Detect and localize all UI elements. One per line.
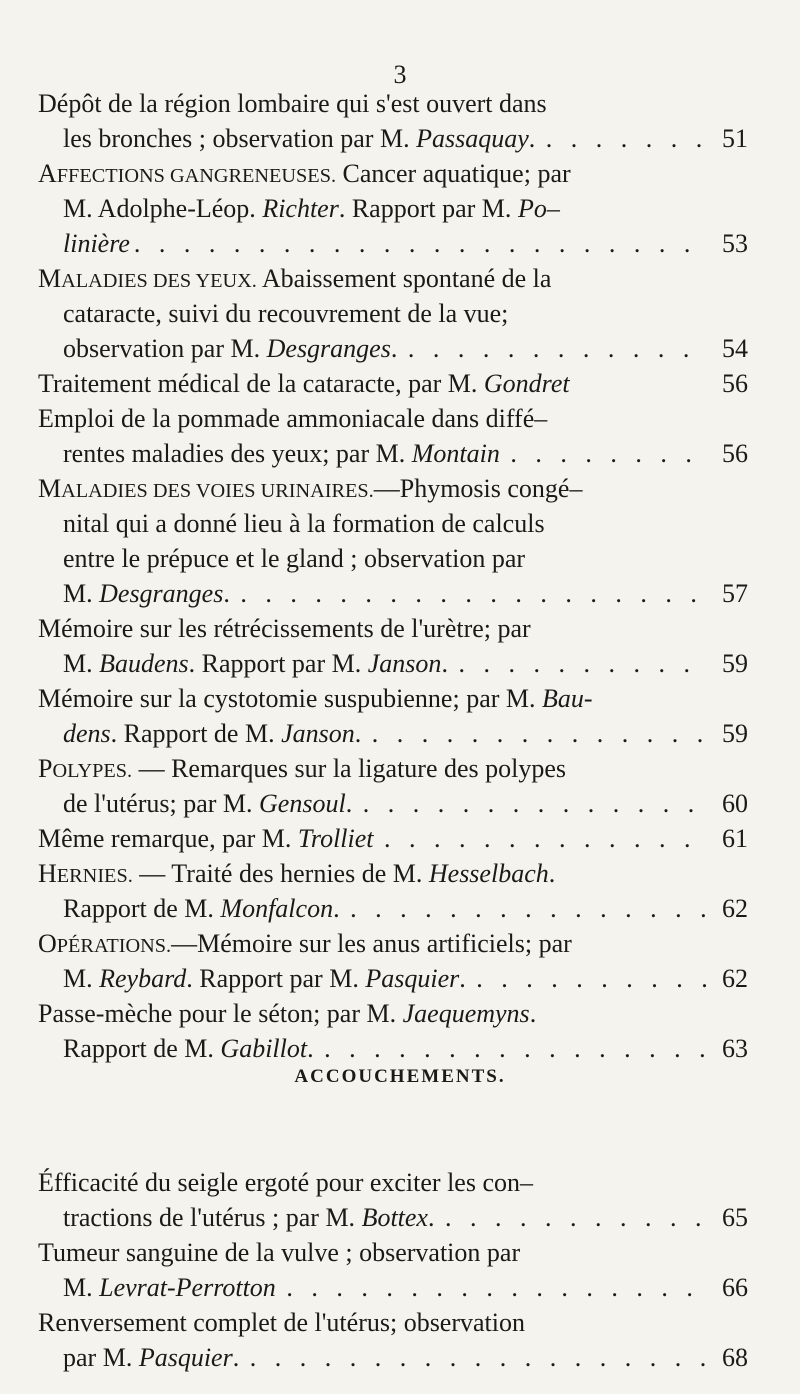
entry-text: .	[232, 1343, 246, 1372]
toc-line	[38, 261, 748, 296]
category-heading: MALADIES DES YEUX.	[38, 264, 257, 293]
entry-text: .	[427, 1203, 441, 1232]
author-name: linière	[63, 229, 130, 258]
author-name: Gondret	[483, 369, 570, 398]
entry-text: —Phymosis congé–	[373, 474, 583, 503]
entry-text: Traitement médical de la cataracte, par M.	[38, 369, 484, 398]
toc-entry	[38, 471, 748, 611]
section-heading: ACCOUCHEMENTS.	[294, 1066, 506, 1087]
author-name: Hesselbach	[428, 859, 549, 888]
entry-text: .	[307, 1034, 321, 1063]
author-name: Jaequemyns	[402, 999, 530, 1028]
category-heading: AFFECTIONS GANGRENEUSES.	[38, 159, 337, 188]
entry-text: rentes maladies des yeux; par M.	[63, 439, 412, 468]
entry-text: . Rapport par M.	[338, 194, 518, 223]
author-name: Baudens	[99, 649, 189, 678]
dot-leader	[240, 576, 708, 611]
dot-leader	[372, 716, 708, 751]
toc-entry	[38, 926, 748, 996]
toc-entry	[38, 1165, 748, 1235]
dot-leader	[350, 891, 708, 926]
entry-text: observation par M.	[63, 334, 267, 363]
entry-text: .	[223, 579, 237, 608]
toc-line	[38, 1340, 748, 1375]
entry-page-number: 60	[722, 789, 748, 818]
entry-page-number: 56	[722, 439, 748, 468]
entry-page-number: 59	[722, 649, 748, 678]
dot-leader	[134, 226, 708, 261]
author-name: Monfalcon	[220, 894, 334, 923]
author-name: Janson	[367, 649, 442, 678]
entry-page-number: 53	[722, 229, 748, 258]
toc-line	[38, 471, 748, 506]
entry-text: —Mémoire sur les anus artificiels; par	[171, 929, 572, 958]
entry-text: Rapport de M.	[63, 894, 221, 923]
author-name: Richter	[262, 194, 339, 223]
toc-entry	[38, 401, 748, 471]
toc-line	[38, 1031, 748, 1066]
dot-leader	[445, 1200, 708, 1235]
entry-text: Emploi de la pommade ammoniacale dans diffé–	[38, 404, 548, 433]
author-name: dens	[63, 719, 111, 748]
dot-leader	[510, 436, 708, 471]
entry-text: .	[390, 334, 404, 363]
toc-line	[38, 1235, 748, 1270]
dot-leader	[458, 646, 708, 681]
entry-text: Même remarque, par M.	[38, 824, 298, 853]
toc-line	[38, 401, 748, 436]
entry-text: Passe-mèche pour le séton; par M.	[38, 999, 403, 1028]
toc-entries-main	[38, 86, 748, 1066]
author-name: Desgranges	[99, 579, 224, 608]
toc-line	[38, 996, 748, 1031]
toc-entry	[38, 751, 748, 821]
toc-line	[38, 1165, 748, 1200]
entry-text: M.	[63, 964, 100, 993]
toc-line	[38, 751, 748, 786]
author-name: Bottex	[361, 1203, 428, 1232]
entry-text: Tumeur sanguine de la vulve ; observation par	[38, 1238, 521, 1267]
category-heading: HERNIES.	[38, 859, 133, 888]
toc-line	[38, 681, 748, 716]
entry-page-number: 59	[722, 719, 748, 748]
author-name: Trolliet	[297, 824, 374, 853]
entry-text: entre le prépuce et le gland ; observation par	[63, 544, 526, 573]
category-heading: OPÉRATIONS.	[38, 929, 172, 958]
toc-line	[38, 926, 748, 961]
toc-line	[38, 646, 748, 681]
toc-line	[38, 191, 748, 226]
dot-leader	[286, 1270, 708, 1305]
toc-line	[38, 1270, 748, 1305]
dot-leader	[250, 1340, 708, 1375]
entry-text: Abaissement spontané de la	[256, 264, 552, 293]
entry-text: .	[529, 999, 537, 1028]
toc-line	[38, 296, 748, 331]
toc-entry	[38, 611, 748, 681]
entry-page-number: 56	[722, 369, 748, 398]
entry-text: M.	[63, 579, 100, 608]
entry-text: Dépôt de la région lombaire qui s'est ouvert dans	[38, 89, 547, 118]
toc-line	[38, 786, 748, 821]
toc-entry	[38, 856, 748, 926]
toc-line	[38, 1305, 748, 1340]
dot-leader	[476, 961, 708, 996]
entry-text: — Remarques sur la ligature des polypes	[132, 754, 567, 783]
entry-page-number: 62	[722, 894, 748, 923]
entry-text: .	[528, 124, 542, 153]
entry-text: Cancer aquatique; par	[336, 159, 571, 188]
entry-text: les bronches ; observation par M.	[63, 124, 417, 153]
entry-text: par M.	[63, 1343, 139, 1372]
toc-entry	[38, 1235, 748, 1305]
entry-page-number: 62	[722, 964, 748, 993]
category-heading: MALADIES DES VOIES URINAIRES.	[38, 474, 374, 503]
dot-leader	[324, 1031, 708, 1066]
entry-text: .	[354, 719, 368, 748]
entry-text	[500, 436, 507, 471]
entry-text: M.	[63, 649, 100, 678]
author-name: Pasquier	[365, 964, 460, 993]
author-name: Desgranges	[266, 334, 391, 363]
entry-text: M. Adolphe-Léop.	[63, 194, 263, 223]
category-heading: POLYPES.	[38, 754, 133, 783]
toc-line	[38, 436, 748, 471]
entry-text: .	[459, 964, 473, 993]
entry-page-number: 61	[722, 824, 748, 853]
toc-line	[38, 576, 748, 611]
entry-text: M.	[63, 1273, 100, 1302]
toc-entry	[38, 261, 748, 366]
toc-entry	[38, 86, 748, 156]
entry-page-number: 68	[722, 1343, 748, 1372]
author-name: Pasquier	[138, 1343, 233, 1372]
entry-text: . Rapport de M.	[110, 719, 282, 748]
entry-text	[374, 821, 381, 856]
toc-entry	[38, 1305, 748, 1375]
toc-line	[38, 121, 748, 156]
toc-entry	[38, 821, 748, 856]
dot-leader	[408, 331, 708, 366]
entry-text: .	[441, 649, 455, 678]
author-name: Gabillot	[220, 1034, 308, 1063]
entry-text: Renversement complet de l'utérus; observation	[38, 1308, 525, 1337]
entry-page-number: 51	[722, 124, 748, 153]
entry-text: de l'utérus; par M.	[63, 789, 260, 818]
author-name: Bau-	[542, 684, 593, 713]
toc-line	[38, 716, 748, 751]
entry-text: Mémoire sur les rétrécissements de l'urètre; par	[38, 614, 531, 643]
toc-line	[38, 611, 748, 646]
toc-line	[38, 1200, 748, 1235]
entry-text: Rapport de M.	[63, 1034, 221, 1063]
entry-page-number: 66	[722, 1273, 748, 1302]
toc-line	[38, 366, 748, 401]
toc-line	[38, 331, 748, 366]
dot-leader	[363, 786, 708, 821]
entry-text: . Rapport par M.	[188, 649, 368, 678]
author-name: Levrat-Perrotton	[99, 1273, 276, 1302]
toc-entry	[38, 681, 748, 751]
toc-line	[38, 961, 748, 996]
author-name: Passaquay	[416, 124, 529, 153]
entry-text: nital qui a donné lieu à la formation de calculs	[63, 509, 545, 538]
entry-text: cataracte, suivi du recouvrement de la vue;	[63, 299, 509, 328]
entry-text: Éfficacité du seigle ergoté pour exciter les con–	[38, 1168, 534, 1197]
entry-text: .	[333, 894, 347, 923]
entry-page-number: 54	[722, 334, 748, 363]
author-name: Po–	[517, 194, 560, 223]
entry-text	[276, 1270, 283, 1305]
entry-text: — Traité des hernies de M.	[132, 859, 429, 888]
toc-line	[38, 86, 748, 121]
entry-page-number: 63	[722, 1034, 748, 1063]
entry-page-number: 65	[722, 1203, 748, 1232]
toc-line	[38, 891, 748, 926]
author-name: Reybard	[99, 964, 187, 993]
entry-text: .	[548, 859, 556, 888]
toc-line	[38, 226, 748, 261]
entry-text: tractions de l'utérus ; par M.	[63, 1203, 362, 1232]
entry-text: .	[345, 789, 359, 818]
toc-entry	[38, 156, 748, 261]
toc-entry	[38, 366, 748, 401]
toc-line	[38, 506, 748, 541]
dot-leader	[546, 121, 708, 156]
author-name: Gensoul	[259, 789, 346, 818]
entry-page-number: 57	[722, 579, 748, 608]
toc-entry	[38, 996, 748, 1066]
page-number: 3	[393, 60, 407, 89]
toc-line	[38, 821, 748, 856]
author-name: Janson	[281, 719, 355, 748]
toc-entries-accouchements	[38, 1165, 748, 1375]
author-name: Montain	[411, 439, 500, 468]
entry-text: Mémoire sur la cystotomie suspubienne; par M.	[38, 684, 543, 713]
toc-line	[38, 541, 748, 576]
toc-line	[38, 856, 748, 891]
dot-leader	[384, 821, 708, 856]
toc-line	[38, 156, 748, 191]
entry-text: . Rapport par M.	[186, 964, 366, 993]
